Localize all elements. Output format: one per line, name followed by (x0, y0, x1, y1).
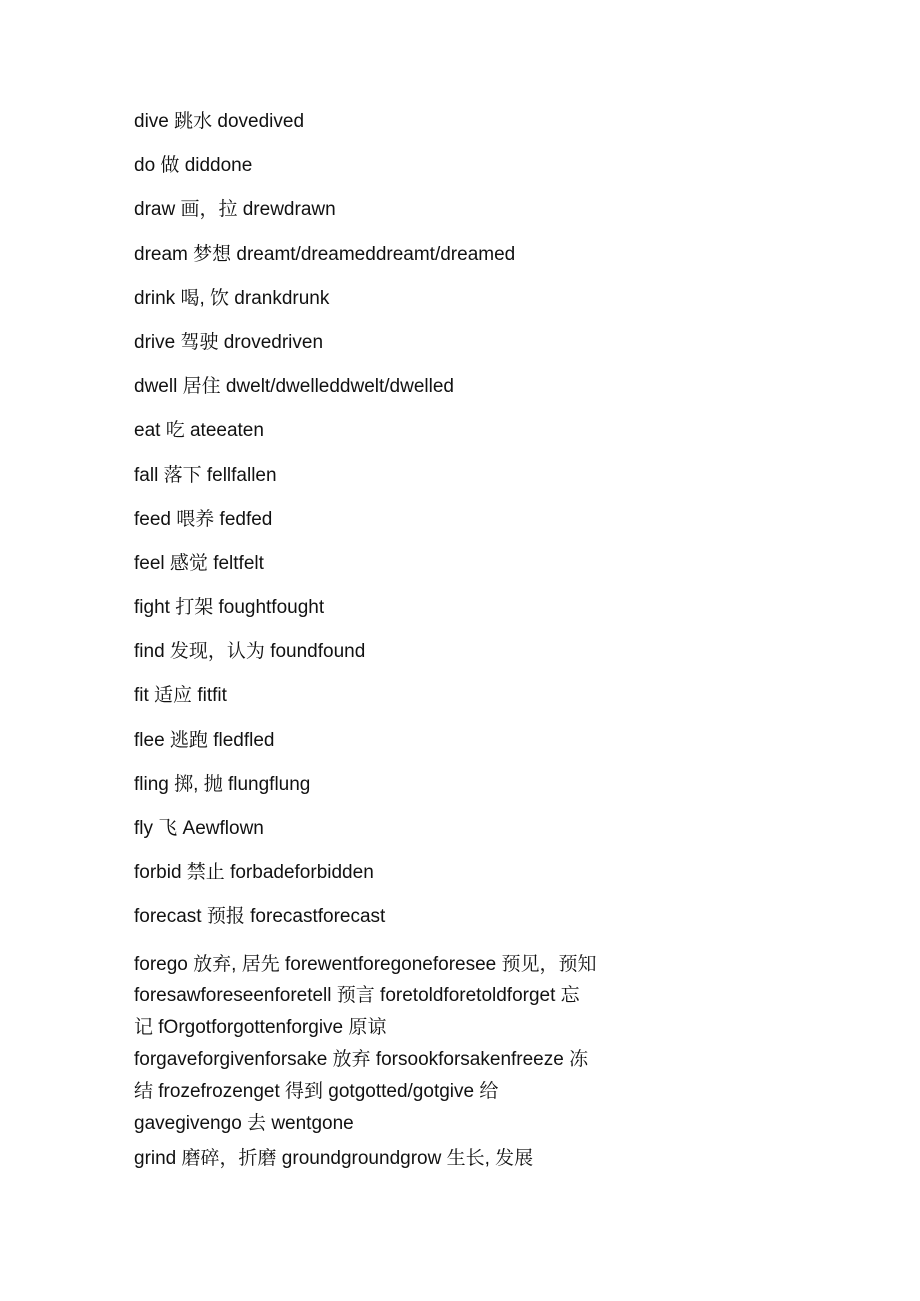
list-item: dream 梦想 dreamt/dreameddreamt/dreamed (134, 243, 516, 265)
list-item: draw 画，拉 drewdrawn (134, 199, 336, 221)
list-item-last: grind 磨碎，折磨 groundgroundgrow 生长, 发展 (134, 1148, 534, 1170)
verb-paragraph (134, 949, 654, 1140)
list-item: forbid 禁止 forbadeforbidden (134, 862, 374, 884)
paragraph-line: forgaveforgivenforsake 放弃 forsookforsakenfreeze 冻 (134, 1048, 589, 1070)
paragraph-line: forego 放弃, 居先 forewentforegoneforesee 预见，预知 (134, 953, 597, 975)
paragraph-line: 结 frozefrozenget 得到 gotgotted/gotgive 给 (134, 1080, 499, 1102)
list-item: drink 喝, 饮 drankdrunk (134, 287, 330, 309)
list-item: fly 飞 Aewflown (134, 818, 264, 839)
list-item: forecast 预报 forecastforecast (134, 906, 386, 928)
list-item: eat 吃 ateeaten (134, 420, 264, 442)
list-item: feed 喂养 fedfed (134, 508, 273, 530)
list-item: fall 落下 fellfallen (134, 464, 277, 486)
list-item: flee 逃跑 fledfled (134, 729, 275, 751)
list-item: drive 驾驶 drovedriven (134, 331, 324, 353)
paragraph-line: gavegivengo 去 wentgone (134, 1112, 354, 1134)
verb-list (134, 108, 654, 1173)
paragraph-line: 记 fOrgotforgottenforgive 原谅 (134, 1017, 387, 1039)
list-item: fling 掷, 抛 flungflung (134, 773, 311, 795)
list-item: fit 适应 fitfit (134, 685, 227, 707)
list-item: find 发现，认为 foundfound (134, 641, 366, 663)
list-item: feel 感觉 feltfelt (134, 552, 264, 574)
list-item: dive 跳水 dovedived (134, 111, 305, 132)
list-item: fight 打架 foughtfought (134, 597, 325, 619)
paragraph-line: foresawforeseenforetell 预言 foretoldforetoldforget 忘 (134, 985, 580, 1007)
list-item: do 做 diddone (134, 155, 253, 177)
list-item: dwell 居住 dwelt/dwelleddwelt/dwelled (134, 376, 454, 398)
